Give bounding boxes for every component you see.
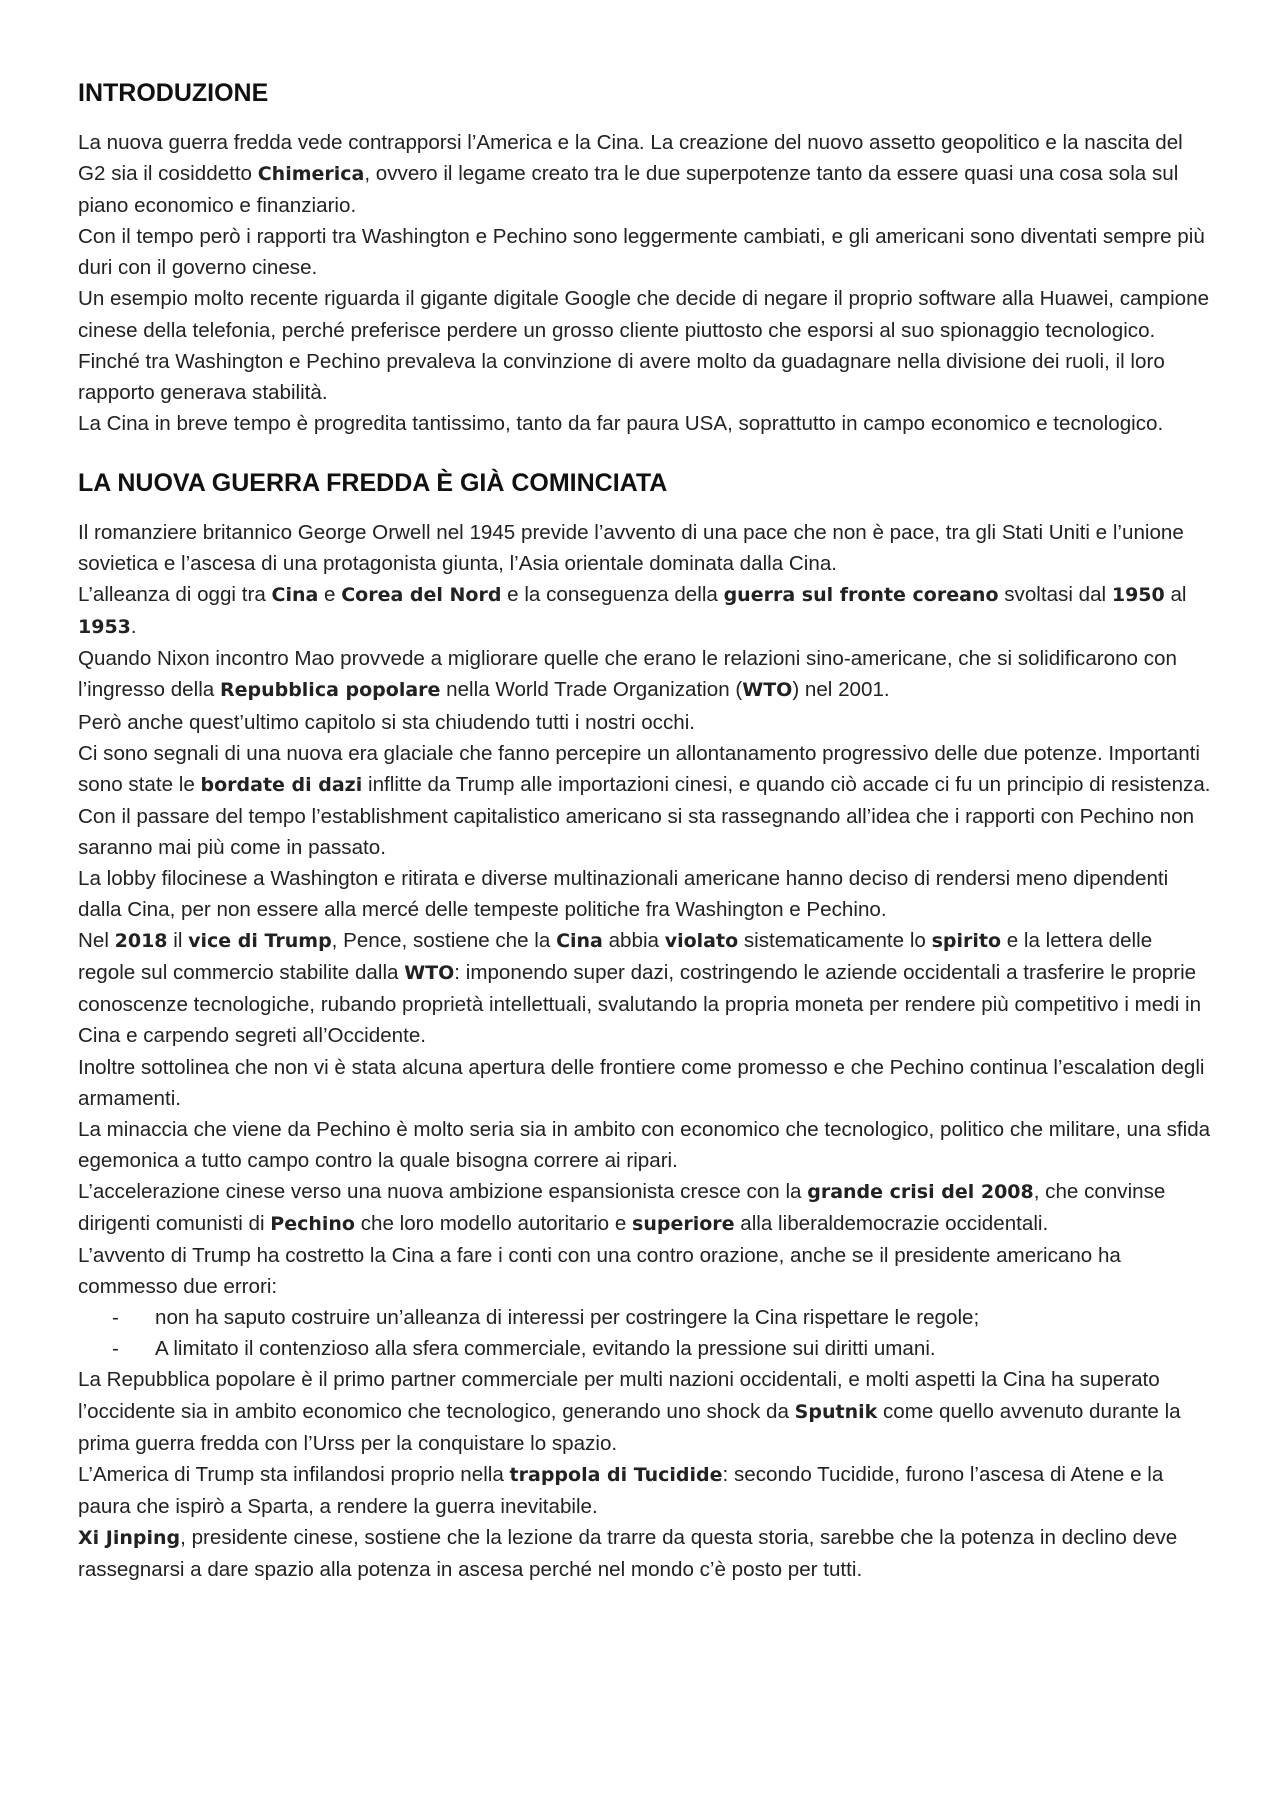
intro-paragraph: [78, 283, 1212, 345]
text-run: come quello avvenuto durante la prima guerra fredda con l’Urss per la conquistare lo spazio.: [78, 1399, 1181, 1455]
text-run: inflitte da Trump alle importazioni cinesi, e quando ciò accade ci fu un principio di resistenza.: [362, 772, 1211, 796]
text-run: Con il passare del tempo l’establishment capitalistico americano si sta rassegnando all’idea che i rapporti con Pechino non saranno mai più come in passato.: [78, 804, 1195, 859]
section2-paragraph: [78, 863, 1212, 925]
bold-text: Chimerica: [257, 163, 365, 186]
section2-paragraph: [78, 738, 1212, 801]
text-run: svoltasi dal: [998, 583, 1112, 607]
text-run: alla liberaldemocrazie occidentali.: [734, 1212, 1049, 1235]
text-run: L’avvento di Trump ha costretto la Cina a fare i conti con una contro orazione, anche se il presidente americano ha commesso due errori:: [78, 1244, 1121, 1299]
text-run: il: [167, 929, 189, 953]
intro-paragraph: [78, 408, 1212, 439]
text-run: Un esempio molto recente riguarda il gigante digitale Google che decide di negare il proprio software alla Huawei, campione cinese della telefonia, perché preferisce perdere un grosso cliente piuttosto che esporsi al suo spionaggio tecnologico.: [78, 287, 1210, 342]
text-run: e la lettera delle regole sul commercio stabilite dalla: [78, 929, 1153, 985]
text-run: : imponendo super dazi, costringendo le aziende occidentali a trasferire le proprie conoscenze tecnologiche, rubando proprietà intellettuali, svalutando la propria moneta per rendere più competitivo i medi in Cina e carpendo segreti all’Occidente.: [78, 961, 1202, 1048]
bold-text: 1950: [1111, 584, 1165, 607]
section-title-guerra-fredda: LA NUOVA GUERRA FREDDA È GIÀ COMINCIATA: [78, 468, 668, 497]
text-run: L’accelerazione cinese verso una nuova ambizione espansionista cresce con la: [78, 1179, 808, 1203]
bold-text: 2018: [114, 930, 168, 953]
text-run: Il romanziere britannico George Orwell nel 1945 previde l’avvento di una pace che non è pace, tra gli Stati Uniti e l’unione sovietica e l’ascesa di una protagonista giunta, l’Asia orientale dominata dalla Cina.: [78, 520, 1184, 576]
bold-text: vice di Trump: [188, 930, 332, 953]
text-run: L’America di Trump sta infilandosi proprio nella: [78, 1462, 510, 1486]
bold-text: Pechino: [270, 1213, 355, 1235]
text-run: Con il tempo però i rapporti tra Washington e Pechino sono leggermente cambiati, e gli americani sono diventati sempre più duri con il governo cinese.: [78, 225, 1205, 280]
text-run: , presidente cinese, sostiene che la lezione da trarre da questa storia, sarebbe che la potenza in declino deve rassegnarsi a dare spazio alla potenza in ascesa perché nel mondo c’è posto per tutti.: [78, 1525, 1178, 1582]
text-run: e la conseguenza della: [501, 583, 724, 607]
section2-paragraph: [78, 801, 1212, 863]
section2-paragraph: [78, 707, 1212, 738]
text-run: , che convinse dirigenti comunisti di: [78, 1179, 1166, 1235]
errors-list: [78, 1302, 1212, 1364]
bold-text: WTO: [742, 679, 793, 702]
intro-paragraph: [78, 346, 1212, 408]
list-item-text: A limitato il contenzioso alla sfera commerciale, evitando la pressione sui diritti umani.: [155, 1337, 936, 1361]
text-run: La Repubblica popolare è il primo partner commerciale per multi nazioni occidentali, e molti aspetti la Cina ha superato l’occidente sia in ambito economico che tecnologico, generando uno shock da: [78, 1368, 1160, 1423]
section-title-introduzione: INTRODUZIONE: [78, 79, 269, 107]
guerra-fredda-paragraphs-after: [78, 1364, 1212, 1585]
list-item: [78, 1302, 1212, 1333]
list-item: [78, 1333, 1212, 1364]
section2-paragraph: [78, 1240, 1212, 1302]
section2-paragraph: [78, 925, 1212, 1051]
list-item-text: non ha saputo costruire un’alleanza di interessi per costringere la Cina rispettare le regole;: [155, 1306, 980, 1330]
text-run: La minaccia che viene da Pechino è molto seria sia in ambito con economico che tecnologico, politico che militare, una sfida egemonica a tutto campo contro la quale bisogna correre ai ripari.: [78, 1117, 1211, 1172]
section2-paragraph: [78, 579, 1212, 643]
text-run: sistematicamente lo: [738, 929, 932, 953]
text-run: , ovvero il legame creato tra le due superpotenze tanto da essere quasi una cosa sola sul piano economico e finanziario.: [78, 162, 1179, 218]
bold-text: Cina: [271, 584, 319, 607]
text-run: .: [130, 615, 137, 639]
text-run: Inoltre sottolinea che non vi è stata alcuna apertura delle frontiere come promesso e che Pechino continua l’escalation degli armamenti.: [78, 1055, 1205, 1110]
intro-paragraph: [78, 221, 1212, 283]
text-run: : secondo Tucidide, furono l’ascesa di Atene e la paura che ispirò a Sparta, a rendere la guerra inevitabile.: [78, 1462, 1164, 1518]
bold-text: 1953: [78, 616, 131, 639]
bold-text: grande crisi del 2008: [807, 1180, 1034, 1203]
guerra-fredda-paragraphs-before: [78, 517, 1212, 1302]
text-run: ) nel 2001.: [792, 678, 890, 702]
guerra-fredda-body: [78, 517, 1212, 1585]
document-page: [78, 0, 1212, 1585]
bold-text: Xi Jinping: [78, 1526, 181, 1549]
text-run: nella World Trade Organization (: [440, 678, 743, 702]
section2-paragraph: [78, 517, 1212, 579]
bold-text: Corea del Nord: [341, 584, 502, 607]
bold-text: violato: [664, 930, 739, 953]
text-run: e: [318, 583, 342, 607]
bold-text: Cina: [556, 930, 603, 953]
section2-paragraph: [78, 1459, 1212, 1522]
introduzione-body: [78, 127, 1212, 439]
bold-text: Sputnik: [794, 1400, 878, 1423]
text-run: Nel: [78, 929, 115, 953]
dash-bullet: -: [112, 1337, 119, 1361]
section2-paragraph: [78, 1052, 1212, 1114]
text-run: al: [1164, 583, 1187, 607]
text-run: , Pence, sostiene che la: [331, 929, 557, 953]
section2-paragraph: [78, 643, 1212, 706]
section2-paragraph: [78, 1364, 1212, 1458]
text-run: L’alleanza di oggi tra: [78, 583, 272, 607]
bold-text: WTO: [404, 962, 455, 985]
text-run: La lobby filocinese a Washington e ritirata e diverse multinazionali americane hanno deciso di rendersi meno dipendenti dalla Cina, per non essere alla mercé delle tempeste politiche fra Washington e Pechino.: [78, 866, 1169, 922]
text-run: abbia: [602, 929, 665, 953]
bold-text: guerra sul fronte coreano: [723, 584, 999, 607]
bold-text: superiore: [632, 1213, 735, 1235]
bold-text: spirito: [931, 930, 1002, 953]
bold-text: Repubblica popolare: [219, 679, 441, 702]
section2-paragraph: [78, 1176, 1212, 1240]
text-run: Ci sono segnali di una nuova era glaciale che fanno percepire un allontanamento progressivo delle due potenze. Importanti sono state le: [78, 741, 1200, 796]
dash-bullet: -: [112, 1306, 119, 1330]
text-run: Però anche quest’ultimo capitolo si sta chiudendo tutti i nostri occhi.: [78, 710, 696, 734]
text-run: La Cina in breve tempo è progredita tantissimo, tanto da far paura USA, soprattutto in campo economico e tecnologico.: [78, 411, 1164, 435]
section2-paragraph: [78, 1522, 1212, 1585]
text-run: Quando Nixon incontro Mao provvede a migliorare quelle che erano le relazioni sino-americane, che si solidificarono con l’ingresso della: [78, 647, 1177, 702]
text-run: che loro modello autoritario e: [355, 1212, 633, 1235]
bold-text: trappola di Tucidide: [509, 1463, 723, 1486]
bold-text: bordate di dazi: [200, 773, 363, 796]
text-run: La nuova guerra fredda vede contrapporsi l’America e la Cina. La creazione del nuovo assetto geopolitico e la nascita del G2 sia il cosiddetto: [78, 131, 1183, 186]
text-run: Finché tra Washington e Pechino prevaleva la convinzione di avere molto da guadagnare nella divisione dei ruoli, il loro rapporto generava stabilità.: [78, 349, 1165, 404]
intro-paragraph: [78, 127, 1212, 221]
section2-paragraph: [78, 1114, 1212, 1176]
